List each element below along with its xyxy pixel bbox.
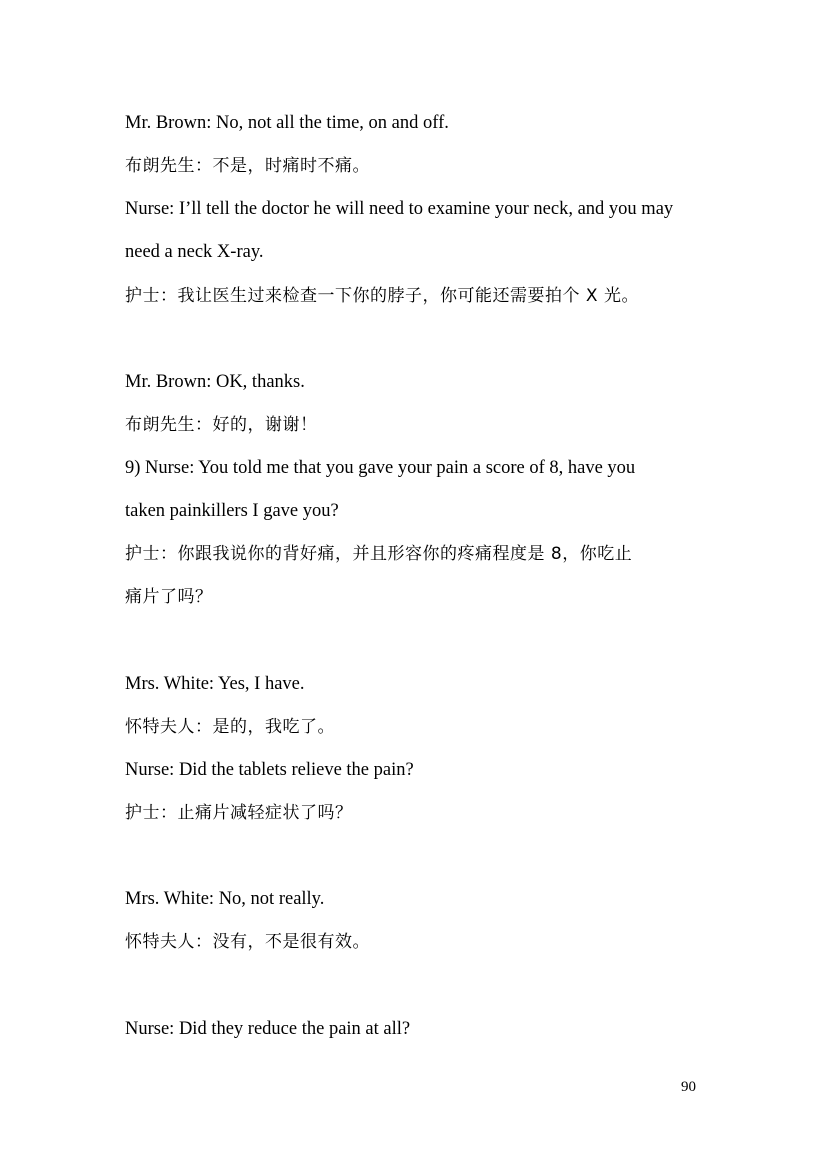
dialogue-line-zh: 布朗先生：不是，时痛时不痛。 (125, 156, 370, 176)
dialogue-line-zh: 怀特夫人：没有，不是很有效。 (125, 932, 370, 952)
dialogue-line-en: Nurse: Did they reduce the pain at all? (125, 1019, 411, 1039)
dialogue-line-zh: 布朗先生：好的，谢谢！ (125, 415, 318, 435)
dialogue-line-en: Nurse: Did the tablets relieve the pain? (125, 760, 414, 780)
dialogue-line-en: Mrs. White: No, not really. (125, 889, 325, 909)
dialogue-line-en: taken painkillers I gave you? (125, 501, 339, 521)
dialogue-line-en: Mr. Brown: OK, thanks. (125, 372, 305, 392)
page-number: 90 (681, 1079, 696, 1095)
dialogue-line-en: Mr. Brown: No, not all the time, on and off. (125, 113, 449, 133)
dialogue-line-zh: 痛片了吗？ (125, 587, 213, 607)
dialogue-line-zh: 怀特夫人：是的，我吃了。 (125, 717, 335, 737)
dialogue-line-en: Mrs. White: Yes, I have. (125, 674, 305, 694)
dialogue-line-en: need a neck X-ray. (125, 242, 264, 262)
dialogue-line-zh: 护士：我让医生过来检查一下你的脖子，你可能还需要拍个 X 光。 (125, 286, 639, 306)
dialogue-line-zh: 护士：你跟我说你的背好痛，并且形容你的疼痛程度是 8，你吃止 (125, 544, 633, 564)
dialogue-line-en: Nurse: I’ll tell the doctor he will need to examine your neck, and you may (125, 199, 674, 219)
dialogue-line-zh: 护士：止痛片减轻症状了吗？ (125, 803, 353, 823)
dialogue-line-en: 9) Nurse: You told me that you gave your pain a score of 8, have you (125, 458, 636, 478)
